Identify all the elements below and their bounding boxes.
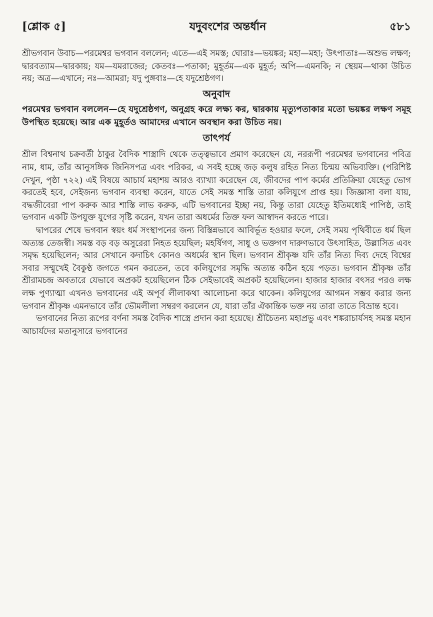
purport-paragraph: দ্বাপরের শেষে ভগবান স্বয়ং ধর্ম সংস্থাপনের জন্য বিস্তিন্নভাবে আবির্ভূত হওয়ার ফলে, সেই সময় পৃথিবীতে ধর্ম ছিল অত্যন্ত তেজস্বী। সমস্ত বড় বড় অসুরেরা নিহত হয়েছিল; মহর্ষিগণ, সাধু ও ভক্তগণ দারুণভাবে উৎসাহিত, উল্লাসিত এবং সমৃদ্ধ হয়েছিলেন; আর সেখানে কদাচিৎ কোনও অধর্মের স্থান ছিল। ভগবান শ্রীকৃষ্ণ যদি তাঁর নিত্য দিব্য দেহে বিশ্বের সবার সম্মুখেই বৈকুণ্ঠ জগতে গমন করতেন, তবে কলিযুগের সমৃদ্ধি অত্যন্ত কঠিন হয়ে পড়ত। ভগবান শ্রীকৃষ্ণ তাঁর শ্রীরামচন্দ্র অবতারে যেভাবে অপ্রকট হয়েছিলেন ঠিক সেইভাবেই অপ্রকট হয়েছিলেন। হাজার হাজার বৎসর পরও লক্ষ লক্ষ পুণ্যাত্মা এখনও ভগবানের এই অপূর্ব লীলাকথা আলোচনা করে থাকেন। কলিযুগের আগমন সম্ভব করার জন্য ভগবান শ্রীকৃষ্ণ এমনভাবে তাঁর ভৌমলীলা সম্বরণ করলেন যে, যারা তাঁর ঐকান্তিক ভক্ত নয় তারা তাতে বিভ্রান্ত হবে।	[22, 224, 411, 311]
purport-paragraph: ভগবানের নিত্য রূপের বর্ণনা সমস্ত বৈদিক শাস্ত্রে প্রদান করা হয়েছে। শ্রীচৈতন্য মহাপ্রভু এবং শঙ্করাচার্যসহ সমস্ত মহান আচার্যদের মতানুসারে ভগবানের	[22, 313, 411, 336]
translation-text: পরমেশ্বর ভগবান বললেন—হে যদুশ্রেষ্ঠগণ, অনুগ্রহ করে লক্ষ্য কর, দ্বারকায় মৃত্যুপতাকার মতো ভয়ঙ্কর লক্ষণ সমূহ উপস্থিত হয়েছে। আর এক মুহূর্তও আমাদের এখানে অবস্থান করা উচিত নয়।	[22, 104, 411, 128]
purport-heading: তাৎপর্য	[202, 133, 231, 145]
verse-reference: [শ্লোক ৫]	[22, 20, 66, 33]
word-synonyms: শ্রীভগবান উবাচ—পরমেশ্বর ভগবান বললেন; এতে—এই সমস্ত; ঘোরাঃ—ভয়ঙ্কর; মহা—মহা; উৎপাতাঃ—অশুভ লক্ষণ; দ্বারবত্যাম—দ্বারকায়; যম—যমরাজের; কেতবঃ—পতাকা; মুহূর্তম—এক মুহূর্ত; অপি—এমনকি; ন স্থেয়ম—থাকা উচিত নয়; অত্র—এখানে; নঃ—আমরা; যদু পুঙ্গবাঃ—হে যদুশ্রেষ্ঠগণ।	[22, 48, 411, 84]
purport-paragraph: শ্রীল বিশ্বনাথ চক্রবর্তী ঠাকুর বৈদিক শাস্ত্রাদি থেকে তত্ত্বভাবে প্রমাণ করেছেন যে, নররূপী পরমেশ্বর ভগবানের পবিত্র নাম, ধাম, তাঁর আনুসঙ্গিক জিনিসপত্র এবং পরিকর, এ সবই হচ্ছে জড় কলুষ রহিত নিত্য চিন্ময় অভিব্যক্তি। (পরিশিষ্ট দেখুন, পৃষ্ঠা ৭২২) এই বিষয়ে আচার্য মহাশয় আরও ব্যাখ্যা করেছেন যে, জীবদের পাপ কর্মের প্রতিক্রিয়া যেহেতু ভোগ করতেই হবে, সেইজন্য ভগবান ব্যবস্থা করেন, যাতে সেই সমস্ত শাস্তি তারা কলিযুগে প্রাপ্ত হয়। জিজ্ঞাসা বলা যায়, বদ্ধজীবেরা পাপ করুক আর শাস্তি লাভ করুক, এটি ভগবানের ইচ্ছা নয়, কিন্তু তারা যেহেতু ইতিমধ্যেই পাপিষ্ঠ, তাই ভগবান একটি উপযুক্ত যুগের সৃষ্টি করেন, যখন তারা অধর্মের তিক্ত ফল আস্বাদন করতে পারে।	[22, 149, 411, 223]
page-header	[22, 18, 411, 37]
page-number: ৫৮১	[389, 20, 411, 33]
translation-heading: অনুবাদ	[202, 88, 231, 100]
chapter-title: যদুবংশের অন্তর্ধান	[189, 20, 267, 33]
purport-body	[22, 148, 411, 337]
